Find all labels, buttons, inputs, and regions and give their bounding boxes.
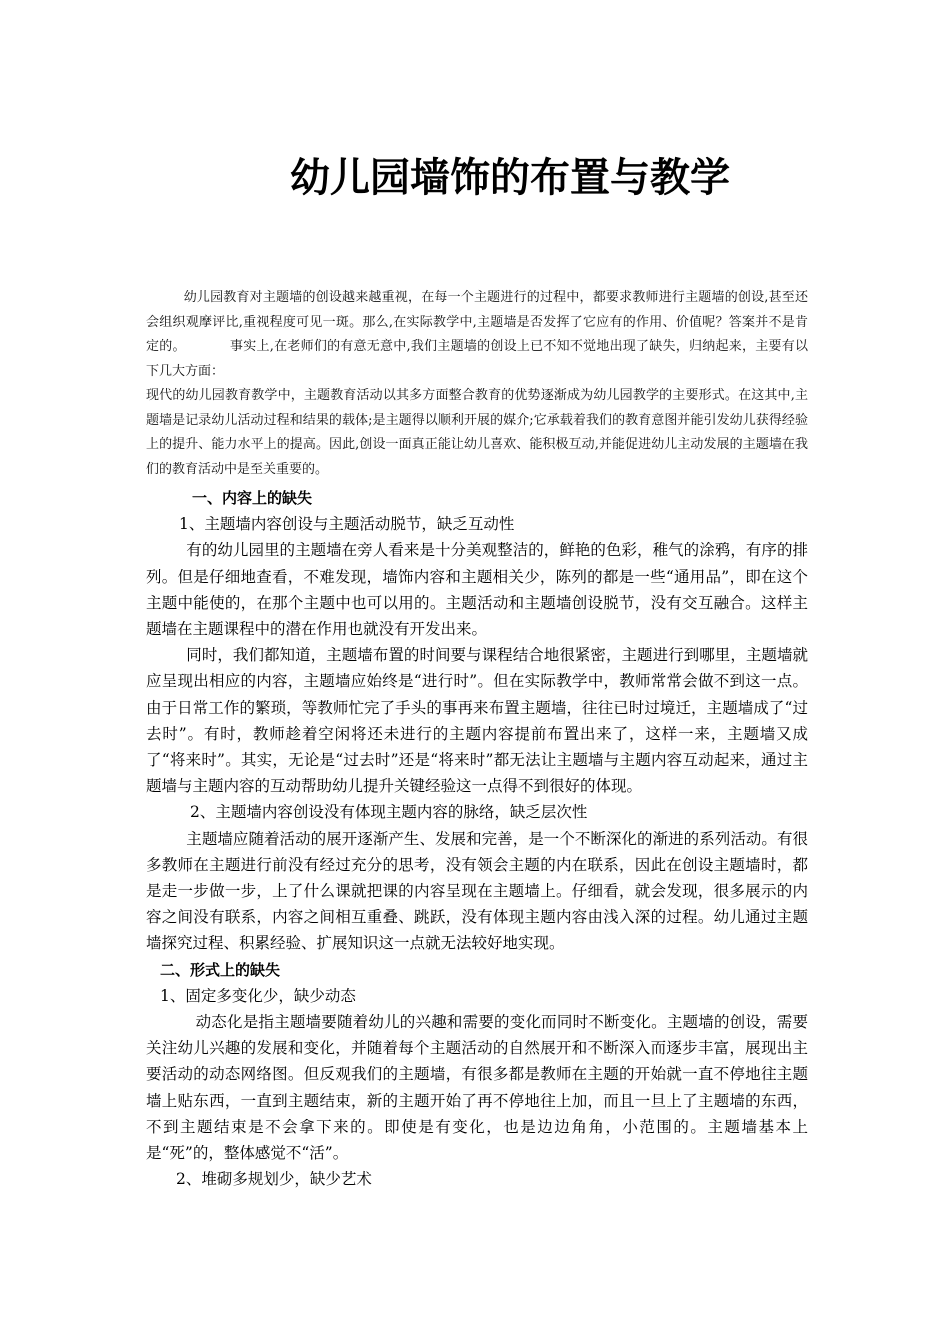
section-2-heading: 二、形式上的缺失	[160, 960, 281, 979]
intro-paragraph-2: 现代的幼儿园教育教学中，主题教育活动以其多方面整合教育的优势逐渐成为幼儿园教学的主要形式。在这其中,主题墙是记录幼儿活动过程和结果的载体;是主题得以顺利开展的媒介;它承载着我们的教育意图并能引发幼儿获得经验上的提升、能力水平上的提高。因此,创设一面真正能让幼儿喜欢、能积极互动,并能促进幼儿主动发展的主题墙在我们的教育活动中是至关重要的。	[146, 388, 808, 477]
section-2-paragraph-1: 动态化是指主题墙要随着幼儿的兴趣和需要的变化而同时不断变化。主题墙的创设，需要关注幼儿兴趣的发展和变化，并随着每个主题活动的自然展开和不断深入而逐步丰富，展现出主要活动的动态网络图。但反观我们的主题墙，有很多都是教师在主题的开始就一直不停地往主题墙上贴东西，一直到主题结束，新的主题开始了再不停地往上加，而且一旦上了主题墙的东西，不到主题结束是不会拿下来的。即使是有变化，也是边边角角，小范围的。主题墙基本上是“死”的，整体感觉不“活”。	[146, 1013, 808, 1163]
intro-paragraph-1-continuation: 事实上,在老师们的有意无意中,我们主题墙的创设上已不知不觉地出现了缺失，归纳起来，主要有以下几大方面：	[146, 339, 808, 379]
intro-block	[146, 286, 808, 482]
document-title: 幼儿园墙饰的布置与教学	[290, 155, 730, 201]
section-1-paragraph-1: 有的幼儿园里的主题墙在旁人看来是十分美观整洁的，鲜艳的色彩，稚气的涂鸦，有序的排列。但是仔细地查看，不难发现，墙饰内容和主题相关少，陈列的都是一些“通用品”，即在这个主题中能使的，在那个主题中也可以用的。主题活动和主题墙创设脱节，没有交互融合。这样主题墙在主题课程中的潜在作用也就没有开发出来。	[146, 541, 808, 639]
section-1-subheading-2: 2、主题墙内容创设没有体现主题内容的脉络，缺乏层次性	[190, 803, 588, 822]
intro-paragraph-1	[146, 286, 808, 384]
section-1-paragraph-2: 同时，我们都知道，主题墙布置的时间要与课程结合地很紧密，主题进行到哪里，主题墙就应呈现出相应的内容，主题墙应始终是“进行时”。但在实际教学中，教师常常会做不到这一点。由于日常工作的繁琐，等教师忙完了手头的事再来布置主题墙，往往已时过境迁，主题墙成了“过去时”。有时，教师趁着空闲将还未进行的主题内容提前布置出来了，这样一来，主题墙又成了“将来时”。其实，无论是“过去时”还是“将来时”都无法让主题墙与主题内容互动起来，通过主题墙与主题内容的互动帮助幼儿提升关键经验这一点得不到很好的体现。	[146, 646, 808, 796]
body-block	[146, 485, 808, 1192]
section-1-heading: 一、内容上的缺失	[192, 489, 313, 507]
section-2-subheading-2: 2、堆砌多规划少，缺少艺术	[176, 1170, 372, 1189]
section-1-subheading-1: 1、主题墙内容创设与主题活动脱节，缺乏互动性	[179, 515, 515, 534]
intro-paragraph-1-text: 幼儿园教育对主题墙的创设越来越重视，在每一个主题进行的过程中，都要求教师进行主题墙的创设,甚至还会组织观摩评比,重视程度可见一斑。那么,在实际教学中,主题墙是否发挥了它应有的作用、价值呢？答案并不是肯定的。	[146, 290, 808, 354]
section-2-subheading-1: 1、固定多变化少，缺少动态	[160, 986, 356, 1005]
section-1-paragraph-3: 主题墙应随着活动的展开逐渐产生、发展和完善，是一个不断深化的渐进的系列活动。有很多教师在主题进行前没有经过充分的思考，没有领会主题的内在联系，因此在创设主题墙时，都是走一步做一步，上了什么课就把课的内容呈现在主题墙上。仔细看，就会发现，很多展示的内容之间没有联系，内容之间相互重叠、跳跃，没有体现主题内容由浅入深的过程。幼儿通过主题墙探究过程、积累经验、扩展知识这一点就无法较好地实现。	[146, 829, 808, 953]
